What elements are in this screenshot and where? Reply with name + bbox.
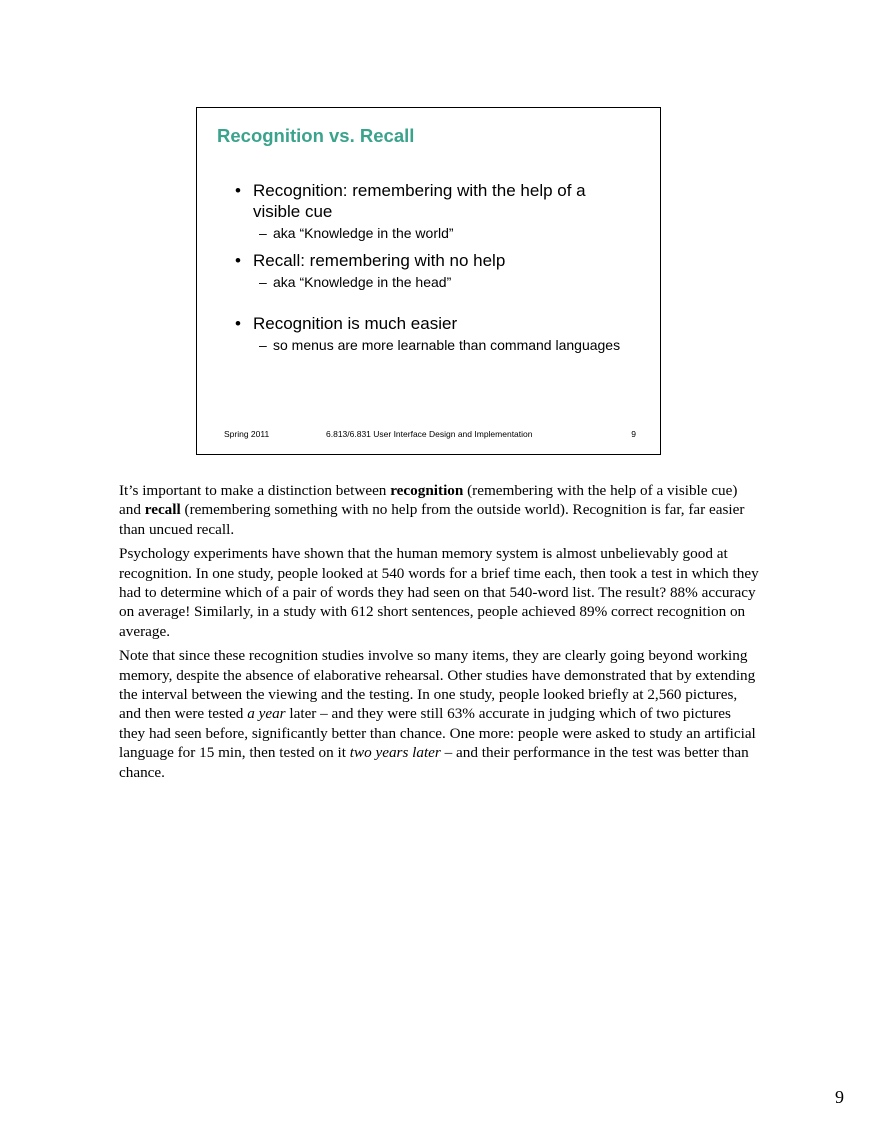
bullet-recognition: • Recognition: remembering with the help of a visible cue [233,180,633,222]
dash-marker: – [259,274,267,290]
emphasis-a-year: a year [247,705,286,723]
emphasis-two-years-later: two years later [349,744,441,762]
text-run: – and their performance in the test was better than chance. [119,744,749,781]
page-number: 9 [835,1087,844,1107]
text-run: It’s important to make a distinction between [119,482,391,499]
bullet-recall: • Recall: remembering with no help [233,250,633,271]
term-recognition: recognition [390,482,464,499]
dash-marker: – [259,337,267,353]
sub-bullet-text: aka “Knowledge in the world” [273,225,454,241]
term-recall: recall [144,501,181,519]
slide-frame [196,107,661,455]
lecture-notes [119,481,759,787]
slide-title: Recognition vs. Recall [217,125,415,146]
slide-footer [224,429,636,443]
footer-term: Spring 2011 [224,429,270,439]
sub-bullet-text: so menus are more learnable than command languages [273,337,621,353]
slide-bullet-list [233,180,633,356]
footer-course: 6.813/6.831 User Interface Design and Implementation [326,429,533,439]
text-run: later – and they were still 63% accurate in judging which of two pictures they had seen before, significantly better than chance. One more: people were asked to study an artificial language for 15 min, then tested on it [119,705,756,762]
text-run: (remembering with the help of a visible cue) and [119,482,738,519]
text-run: (remembering something with no help from the outside world). Recognition is far, far easier than uncued recall. [119,501,745,538]
notes-paragraph-1 [119,481,759,539]
notes-paragraph-2: Psychology experiments have shown that the human memory system is almost unbelievably good at recognition. In one study, people looked at 540 words for a brief time each, then took a test in which they had to determine which of a pair of words they had seen on that 540-word list. The result? 88% accuracy on average! Similarly, in a study with 612 short sentences, people achieved 89% correct recognition on average. [119,545,759,640]
sub-bullet-knowledge-head [233,273,633,291]
footer-slide-number: 9 [631,429,636,439]
sub-bullet-knowledge-world [233,224,633,242]
sub-bullet-menus [233,336,633,354]
notes-paragraph-3 [119,646,759,782]
dash-marker: – [259,225,267,241]
bullet-recognition-easier: • Recognition is much easier [233,313,633,334]
text-run: Note that since these recognition studies involve so many items, they are clearly going beyond working memory, despite the absence of elaborative rehearsal. Other studies have demonstrated that by extending the interval between the viewing and the testing. In one study, people looked briefly at 2,560 pictures, and then were tested [119,647,756,723]
sub-bullet-text: aka “Knowledge in the head” [273,274,452,290]
